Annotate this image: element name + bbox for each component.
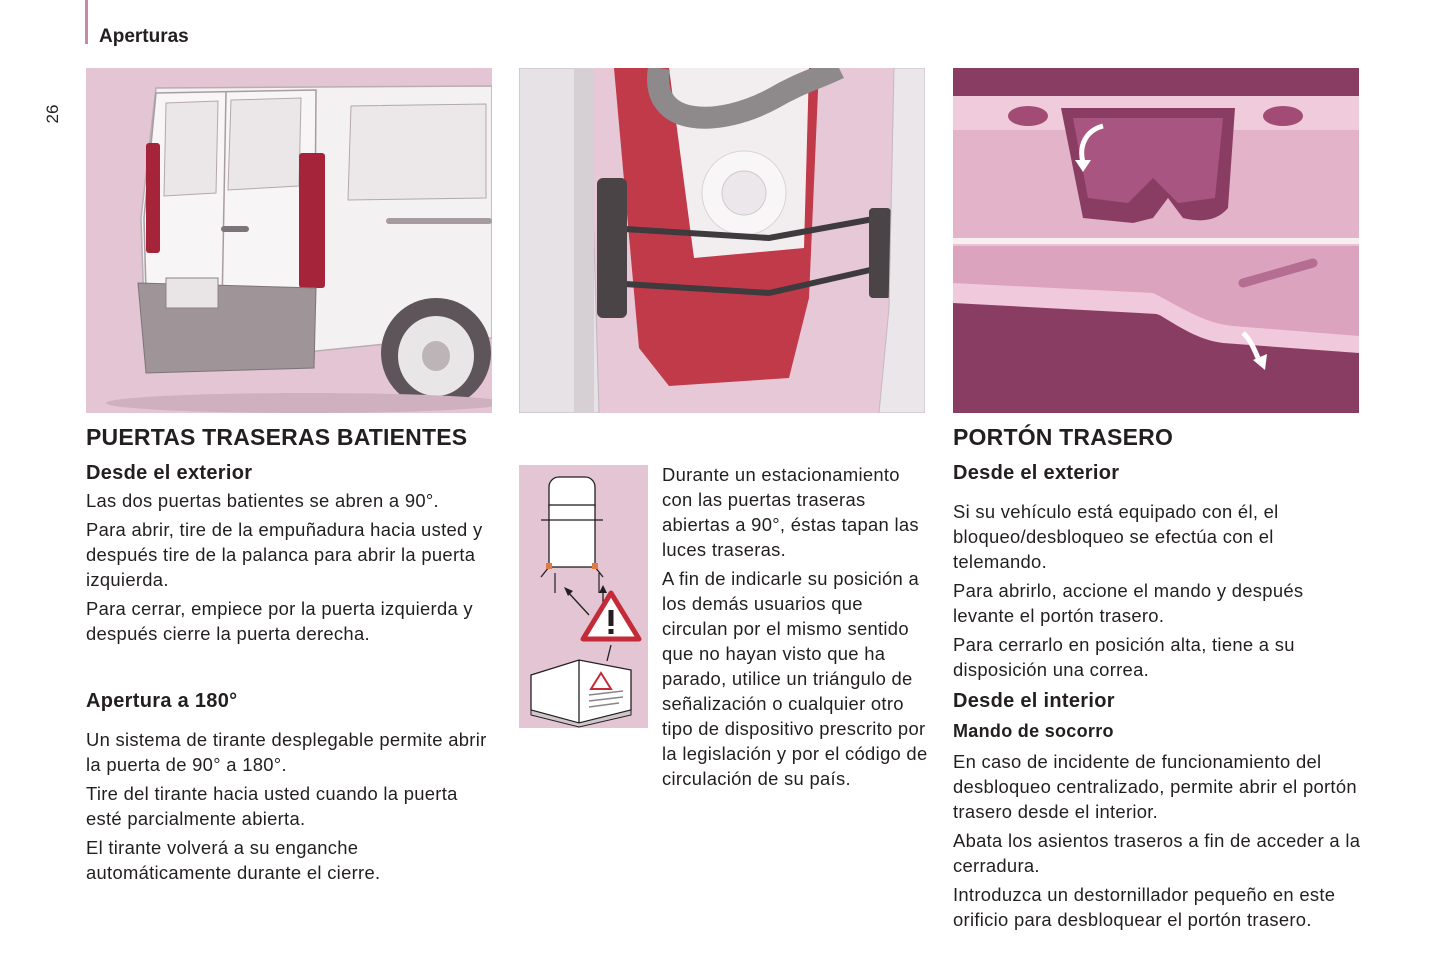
header-accent-bar: [85, 0, 88, 44]
paragraph: Introduzca un destornillador pequeño en este orificio para desbloquear el portón trasero.: [953, 884, 1336, 930]
paragraph: Tire del tirante hacia usted cuando la puerta esté parcialmente abierta.: [86, 783, 458, 829]
paragraph: Durante un estacionamiento con las puertas traseras abiertas a 90°, éstas tapan las luces traseras.: [662, 464, 919, 560]
tailgate-exterior-text: [953, 499, 1353, 686]
paragraph: Para cerrarlo en posición alta, tiene a su disposición una correa.: [953, 634, 1295, 680]
swing-doors-exterior-text: [86, 488, 496, 650]
paragraph: En caso de incidente de funcionamiento del desbloqueo centralizado, permite abrir el portón trasero desde el interior.: [953, 751, 1357, 822]
paragraph: Para abrir, tire de la empuñadura hacia usted y después tire de la palanca para abrir la puerta izquierda.: [86, 519, 483, 590]
opening-180-heading: Apertura a 180°: [86, 690, 238, 712]
paragraph: Para abrirlo, accione el mando y después levante el portón trasero.: [953, 580, 1304, 626]
swing-doors-exterior-heading: Desde el exterior: [86, 462, 253, 484]
tailgate-title: PORTÓN TRASERO: [953, 424, 1174, 450]
paragraph: El tirante volverá a su enganche automáticamente durante el cierre.: [86, 837, 381, 883]
opening-180-text: [86, 727, 496, 889]
manual-book-icon: [531, 660, 631, 727]
tailgate-lock-illustration: [953, 68, 1359, 413]
paragraph: Un sistema de tirante desplegable permite abrir la puerta de 90° a 180°.: [86, 729, 487, 775]
warning-text: [662, 462, 932, 795]
paragraph: A fin de indicarle su posición a los demás usuarios que circulan por el mismo sentido que no hayan visto que ha parado, utilice un triángulo de señalización o cualquier otro tipo de dispositivo prescrito por la legislación y por el código de circulación de su país.: [662, 568, 928, 789]
paragraph: Abata los asientos traseros a fin de acceder a la cerradura.: [953, 830, 1361, 876]
paragraph: Para cerrar, empiece por la puerta izquierda y después cierre la puerta derecha.: [86, 598, 473, 644]
swing-doors-title: PUERTAS TRASERAS BATIENTES: [86, 424, 468, 450]
emergency-control-subheading: Mando de socorro: [953, 721, 1114, 741]
tailgate-exterior-heading: Desde el exterior: [953, 462, 1120, 484]
paragraph: Si su vehículo está equipado con él, el bloqueo/desbloqueo se efectúa con el telemando.: [953, 501, 1279, 572]
tailgate-interior-heading: Desde el interior: [953, 690, 1115, 712]
door-strap-illustration: [519, 68, 925, 413]
section-title: Aperturas: [99, 26, 189, 47]
tailgate-interior-text: [953, 749, 1363, 936]
page-number: 26: [43, 104, 62, 124]
van-rear-illustration: [86, 68, 492, 413]
warning-triangle-manual-illustration: [519, 465, 648, 728]
paragraph: Las dos puertas batientes se abren a 90°.: [86, 490, 439, 511]
